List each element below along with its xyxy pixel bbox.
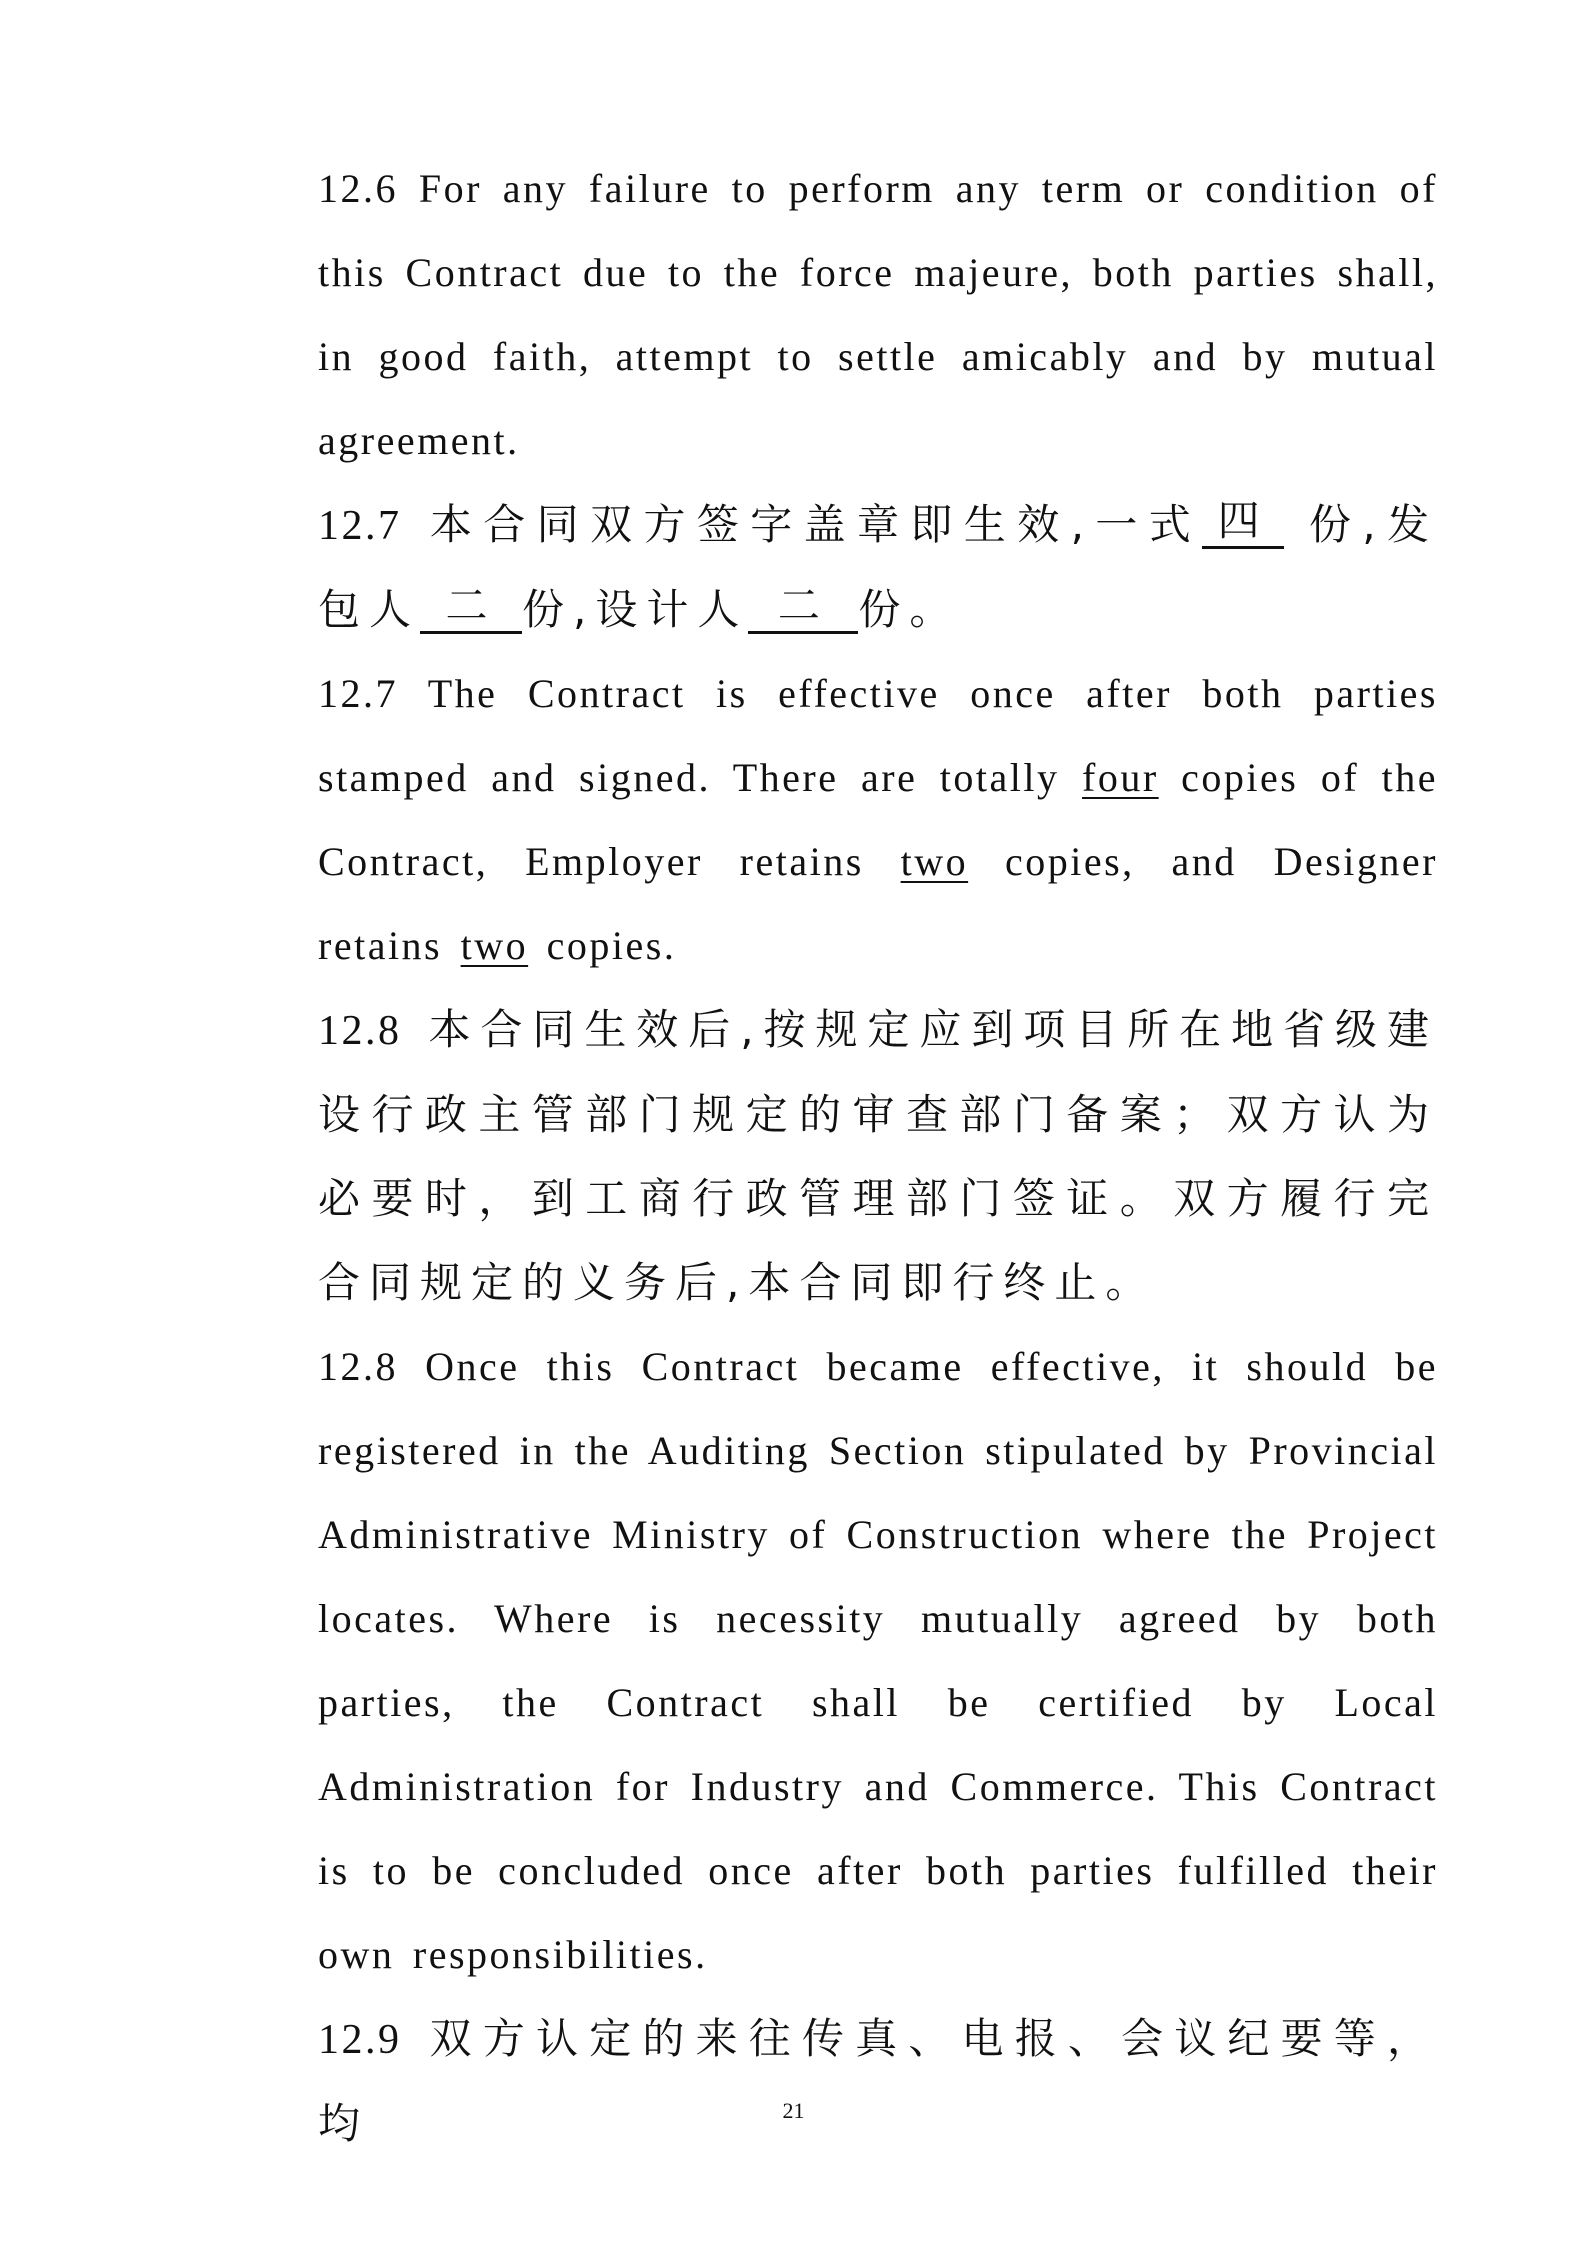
clause-12-8-en: 12.8 Once this Contract became effective, it should be registered in the Auditing Section stipulated by Provincial Administrative Ministry of Construction where the Project locates. Where is necessity mutually agreed by both parties, the Contract shall be certified by Local Administration for Industry and Commerce. This Contract is to be concluded once after both parties fulfilled their own responsibilities. bbox=[318, 1344, 1438, 1977]
clause-text: 双方认定的来往传真、电报、会议纪要等，均 bbox=[318, 2014, 1438, 2148]
designer-copies-value: two bbox=[460, 923, 529, 968]
clause-12-8-zh bbox=[318, 988, 1438, 1325]
clause-12-9-zh bbox=[318, 1997, 1438, 2166]
clause-text: 份。 bbox=[858, 585, 961, 634]
clause-text: 本合同双方签字盖章即生效,一式 bbox=[427, 500, 1203, 549]
employer-copies-blank: 二 bbox=[420, 581, 522, 634]
total-copies-value: four bbox=[1082, 755, 1159, 800]
clause-number: 12.8 bbox=[318, 1008, 402, 1054]
clause-text: 份,发包人 bbox=[318, 500, 1438, 634]
total-copies-blank: 四 bbox=[1202, 496, 1284, 549]
clause-text: copies of the Contract, Employer retains bbox=[318, 755, 1439, 884]
clause-text: copies. bbox=[546, 923, 677, 968]
clause-number: 12.7 bbox=[318, 503, 402, 549]
clause-number: 12.9 bbox=[318, 2017, 402, 2063]
clause-12-7-zh bbox=[318, 483, 1438, 652]
employer-copies-value: two bbox=[900, 839, 969, 884]
contract-page-body bbox=[318, 147, 1438, 2166]
clause-text: 12.7 The Contract is effective once after both parties stamped and signed. There are totally bbox=[318, 671, 1438, 800]
clause-12-6-en: 12.6 For any failure to perform any term or condition of this Contract due to the force majeure, both parties shall, in good faith, attempt to settle amicably and by mutual agreement. bbox=[318, 166, 1438, 463]
designer-copies-blank: 二 bbox=[748, 581, 858, 634]
clause-text: 本合同生效后,按规定应到项目所在地省级建设行政主管部门规定的审查部门备案；双方认为必要时，到工商行政管理部门签证。双方履行完合同规定的义务后,本合同即行终止。 bbox=[318, 1005, 1438, 1307]
clause-12-7-en bbox=[318, 652, 1438, 988]
clause-text: copies, and Designer retains bbox=[318, 839, 1438, 968]
clause-text: 份,设计人 bbox=[522, 585, 749, 634]
page-number: 21 bbox=[782, 2098, 805, 2123]
